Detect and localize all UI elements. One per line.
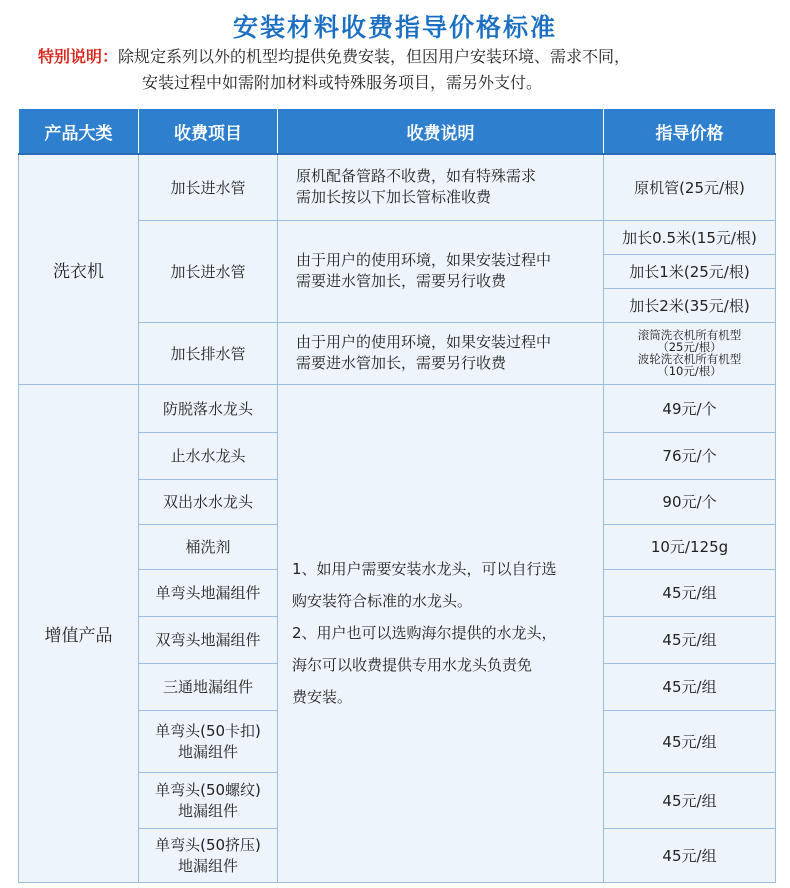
- item-price: 76元/个: [604, 432, 776, 479]
- header-category: 产品大类: [19, 109, 139, 155]
- item-name-line: 单弯头(50螺纹): [155, 781, 261, 799]
- special-notice: [38, 44, 778, 96]
- item-price: 45元/组: [604, 569, 776, 616]
- desc-line: 需要进水管加长，需要另行收费: [296, 272, 507, 290]
- item-name-line: 单弯头(50卡扣): [155, 722, 261, 740]
- item-price: [604, 322, 776, 384]
- notice-line-2: 安装过程中如需附加材料或特殊服务项目，需另外支付。: [142, 73, 543, 92]
- item-price: 90元/个: [604, 479, 776, 524]
- item-price: 加长1米(25元/根): [604, 254, 776, 288]
- item-description: [278, 154, 604, 220]
- item-description: [278, 322, 604, 384]
- notice-label: 特别说明：: [38, 47, 119, 66]
- price-line: 滚筒洗衣机所有机型: [637, 328, 742, 342]
- desc-line: 海尔可以收费提供专用水龙头负责免: [292, 656, 533, 674]
- item-name: 加长进水管: [139, 154, 278, 220]
- price-line: （25元/根）: [657, 340, 722, 354]
- item-price: 45元/组: [604, 772, 776, 828]
- table-row: [19, 154, 776, 220]
- price-table: [18, 108, 776, 883]
- item-price: 45元/组: [604, 828, 776, 882]
- desc-line: 2、用户也可以选购海尔提供的水龙头，: [292, 624, 557, 642]
- price-line: （10元/根）: [657, 364, 722, 378]
- table-row: [19, 384, 776, 432]
- item-name-line: 地漏组件: [177, 743, 238, 761]
- item-name: [139, 828, 278, 882]
- desc-line: 1、如用户需要安装水龙头，可以自行选: [292, 560, 557, 578]
- item-name: 双出水水龙头: [139, 479, 278, 524]
- desc-line: 原机配备管路不收费，如有特殊需求: [296, 167, 537, 186]
- item-name-line: 单弯头(50挤压): [155, 836, 261, 854]
- price-line: 波轮洗衣机所有机型: [637, 352, 742, 366]
- item-name: 三通地漏组件: [139, 663, 278, 710]
- item-name-line: 地漏组件: [177, 857, 238, 875]
- item-price: 45元/组: [604, 663, 776, 710]
- item-price: 45元/组: [604, 710, 776, 772]
- item-name: 止水水龙头: [139, 432, 278, 479]
- item-name-line: 地漏组件: [177, 802, 238, 820]
- item-name: 单弯头地漏组件: [139, 569, 278, 616]
- desc-line: 由于用户的使用环境，如果安装过程中: [296, 333, 552, 351]
- item-price: 加长0.5米(15元/根): [604, 220, 776, 254]
- table-header-row: [19, 109, 776, 155]
- item-price: 10元/125g: [604, 524, 776, 569]
- desc-line: 需要进水管加长，需要另行收费: [296, 354, 507, 372]
- header-description: 收费说明: [278, 109, 604, 155]
- category-washer: 洗衣机: [19, 154, 139, 384]
- item-description: [278, 220, 604, 322]
- page-title: 安装材料收费指导价格标准: [232, 13, 557, 42]
- notice-line-1: 除规定系列以外的机型均提供免费安装，但因用户安装环境、需求不同，: [118, 47, 631, 66]
- desc-line: 购安装符合标准的水龙头。: [292, 592, 473, 610]
- item-price: 49元/个: [604, 384, 776, 432]
- desc-line: 需加长按以下加长管标准收费: [296, 188, 492, 207]
- item-name: 防脱落水龙头: [139, 384, 278, 432]
- item-price: 加长2米(35元/根): [604, 288, 776, 322]
- header-item: 收费项目: [139, 109, 278, 155]
- item-name: 加长排水管: [139, 322, 278, 384]
- item-price: 45元/组: [604, 616, 776, 663]
- item-name: [139, 772, 278, 828]
- category-value-added: 增值产品: [19, 384, 139, 882]
- header-price: 指导价格: [604, 109, 776, 155]
- item-name: 双弯头地漏组件: [139, 616, 278, 663]
- desc-line: 由于用户的使用环境，如果安装过程中: [296, 251, 552, 269]
- value-added-description: [278, 384, 604, 882]
- item-name: [139, 710, 278, 772]
- item-name: 加长进水管: [139, 220, 278, 322]
- item-name: 桶洗剂: [139, 524, 278, 569]
- item-price: 原机管(25元/根): [604, 154, 776, 220]
- desc-line: 费安装。: [292, 688, 353, 706]
